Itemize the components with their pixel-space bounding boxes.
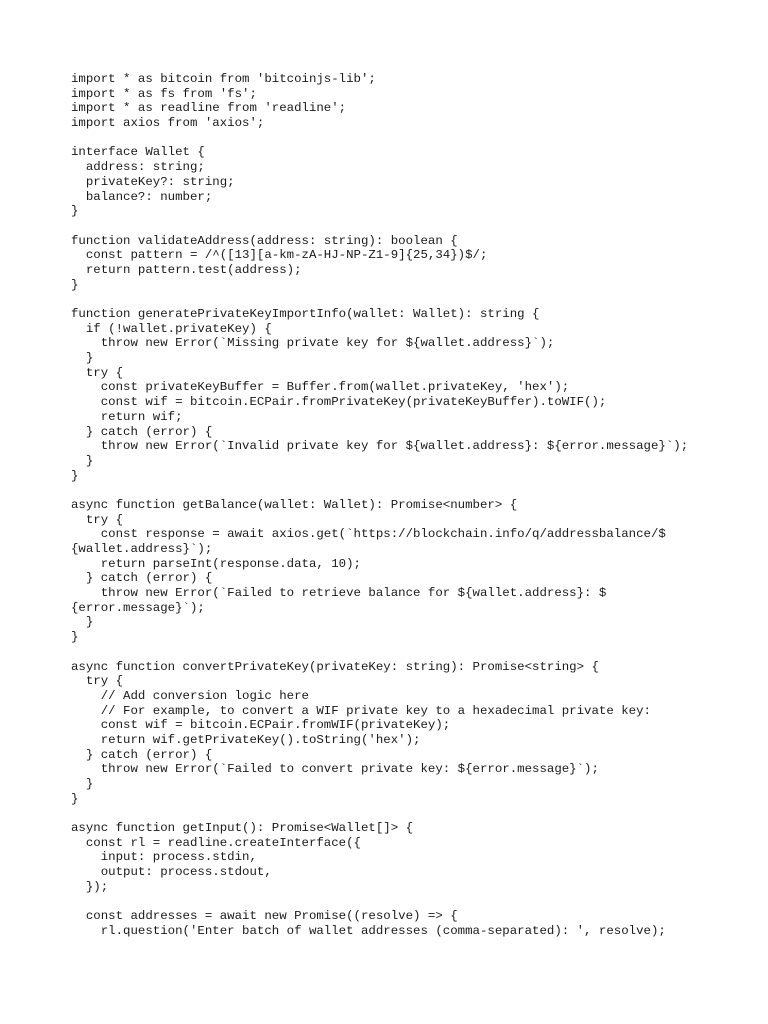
- code-line: address: string;: [71, 160, 205, 175]
- code-line: input: process.stdin,: [71, 850, 257, 865]
- code-line: interface Wallet {: [71, 145, 205, 160]
- code-line: }: [71, 277, 79, 292]
- code-line: // For example, to convert a WIF private key to a hexadecimal private key:: [71, 703, 651, 718]
- code-line: }: [71, 453, 94, 468]
- code-line: [71, 131, 761, 146]
- code-line: } catch (error) {: [71, 424, 213, 439]
- code-line: privateKey?: string;: [71, 174, 235, 189]
- code-line: // Add conversion logic here: [71, 688, 309, 703]
- code-line: [71, 219, 761, 234]
- code-line: }: [71, 630, 79, 645]
- code-line: throw new Error(`Failed to retrieve balance for ${wallet.address}: $: [71, 586, 607, 601]
- code-line: [71, 806, 761, 821]
- code-line: [71, 483, 761, 498]
- code-line: function generatePrivateKeyImportInfo(wallet: Wallet): string {: [71, 307, 540, 321]
- code-line: async function getBalance(wallet: Wallet): Promise<number> {: [71, 497, 518, 512]
- code-line: [71, 895, 761, 910]
- code-line: return parseInt(response.data, 10);: [71, 556, 361, 571]
- code-line: const privateKeyBuffer = Buffer.from(wallet.privateKey, 'hex');: [71, 380, 570, 395]
- code-line: return pattern.test(address);: [71, 262, 302, 277]
- code-line: }: [71, 791, 79, 806]
- code-line: import * as bitcoin from 'bitcoinjs-lib';: [71, 72, 376, 86]
- code-line: [71, 645, 761, 660]
- code-line: }: [71, 777, 94, 791]
- code-line: import axios from 'axios';: [71, 116, 265, 131]
- code-line: throw new Error(`Missing private key for ${wallet.address}`);: [71, 336, 555, 351]
- code-line: const response = await axios.get(`https://blockchain.info/q/addressbalance/$: [71, 527, 666, 542]
- code-block: [71, 72, 761, 939]
- code-line: return wif;: [71, 409, 183, 424]
- code-line: const rl = readline.createInterface({: [71, 835, 361, 850]
- code-line: async function convertPrivateKey(privateKey: string): Promise<string> {: [71, 659, 599, 674]
- code-line: const wif = bitcoin.ECPair.fromPrivateKey(privateKeyBuffer).toWIF();: [71, 395, 607, 410]
- code-line: try {: [71, 365, 124, 380]
- code-line: try {: [71, 512, 124, 527]
- code-line: const addresses = await new Promise((resolve) => {: [71, 909, 458, 924]
- code-line: }: [71, 204, 79, 219]
- code-line: }: [71, 468, 79, 483]
- code-line: {wallet.address}`);: [71, 542, 213, 556]
- code-line: rl.question('Enter batch of wallet addresses (comma-separated): ', resolve);: [71, 923, 666, 938]
- code-line: balance?: number;: [71, 189, 213, 204]
- code-line: {error.message}`);: [71, 600, 205, 615]
- code-line: const pattern = /^([13][a-km-zA-HJ-NP-Z1-9]{25,34})$/;: [71, 248, 488, 263]
- code-line: }: [71, 615, 94, 630]
- code-line: const wif = bitcoin.ECPair.fromWIF(privateKey);: [71, 718, 451, 733]
- code-line: if (!wallet.privateKey) {: [71, 321, 272, 336]
- code-line: throw new Error(`Failed to convert private key: ${error.message}`);: [71, 762, 599, 777]
- code-line: try {: [71, 674, 124, 689]
- code-line: import * as readline from 'readline';: [71, 101, 347, 116]
- code-line: output: process.stdout,: [71, 865, 272, 880]
- code-line: [71, 292, 761, 307]
- code-line: throw new Error(`Invalid private key for ${wallet.address}: ${error.message}`);: [71, 439, 689, 454]
- code-line: } catch (error) {: [71, 747, 213, 762]
- code-line: import * as fs from 'fs';: [71, 86, 257, 101]
- code-line: function validateAddress(address: string): boolean {: [71, 233, 458, 248]
- code-line: return wif.getPrivateKey().toString('hex');: [71, 732, 421, 747]
- code-line: }: [71, 351, 94, 366]
- code-line: } catch (error) {: [71, 571, 213, 586]
- code-line: async function getInput(): Promise<Wallet[]> {: [71, 821, 414, 836]
- code-line: });: [71, 879, 109, 894]
